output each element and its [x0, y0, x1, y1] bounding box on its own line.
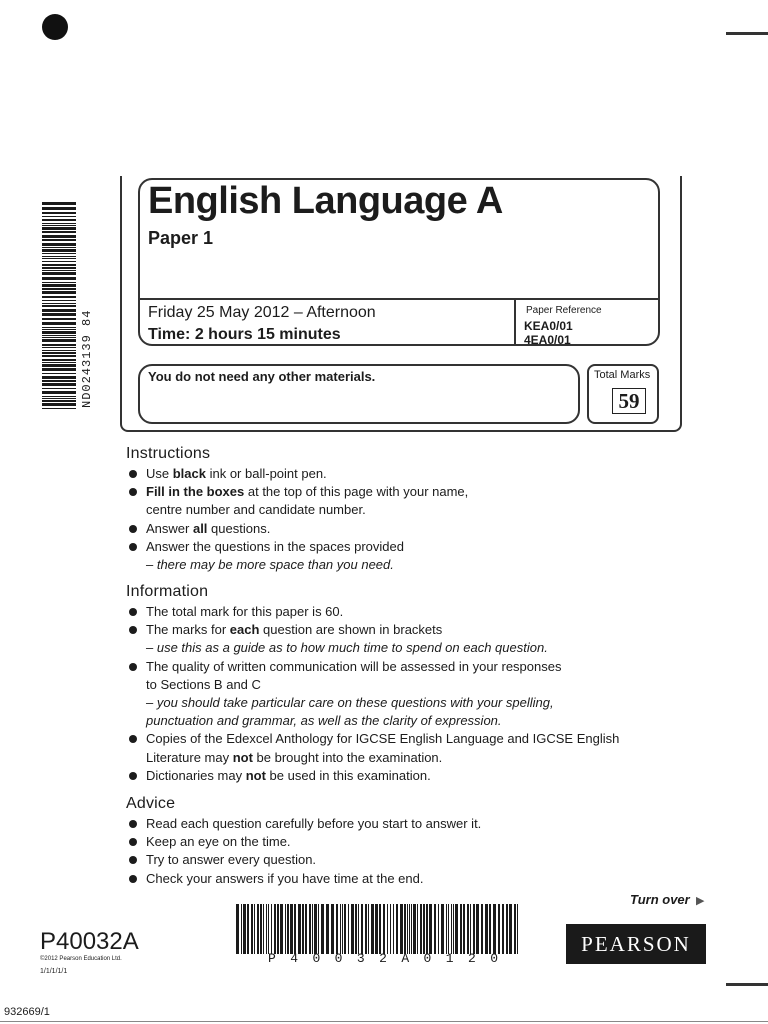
barcode-bar	[489, 904, 491, 954]
text-run: The marks for	[146, 622, 230, 638]
text-run: ink or ball-point pen.	[205, 466, 327, 481]
barcode-bar	[42, 296, 76, 298]
barcode-bar	[446, 904, 447, 954]
barcode-bar	[438, 904, 439, 954]
barcode-bar	[467, 904, 469, 954]
barcode-bar	[42, 347, 76, 348]
text-run: – use this as a guide as to how much time to spend on each question.	[146, 640, 548, 656]
barcode-bar	[318, 904, 319, 954]
text-run: The total mark for this paper is 60.	[146, 604, 344, 619]
text-run: at the top of this page with your name,	[244, 484, 469, 500]
list-item-line	[146, 465, 686, 483]
barcode-bar	[42, 364, 76, 367]
list-item-line	[146, 767, 686, 785]
text-run: Copies of the Edexcel Anthology for IGCSE English Language and IGCSE English	[146, 731, 620, 747]
barcode-bar	[314, 904, 317, 954]
text-run: Read each question carefully before you start to answer it.	[146, 816, 482, 831]
barcode-bar	[42, 305, 76, 307]
list-item-line	[146, 603, 686, 621]
text-run: be brought into the examination.	[252, 749, 443, 765]
barcode-bar	[342, 904, 343, 954]
barcode-bar	[470, 904, 471, 954]
advice-section	[126, 795, 686, 888]
barcode-bar	[42, 337, 76, 338]
barcode-bar	[271, 904, 272, 954]
barcode-bar	[400, 904, 403, 954]
barcode-bar	[476, 904, 479, 954]
barcode-bar	[420, 904, 422, 954]
barcode-bar	[383, 904, 385, 954]
bullet-icon	[129, 488, 137, 496]
barcode-bar	[340, 904, 341, 954]
barcode-bar	[441, 904, 444, 954]
text-run: Answer the questions in the spaces provided	[146, 538, 404, 554]
barcode-bar	[42, 322, 76, 325]
barcode-bar	[305, 904, 307, 954]
barcode-bar	[42, 202, 76, 205]
list-item-line	[146, 658, 686, 676]
total-marks-value: 59	[612, 388, 646, 414]
barcode-digit: P	[268, 951, 276, 966]
barcode-bar	[434, 904, 436, 954]
barcode-bar	[42, 216, 76, 217]
barcode-bar	[42, 403, 76, 406]
copyright-notice: ©2012 Pearson Education Ltd.	[40, 956, 122, 962]
barcode-bar	[263, 904, 264, 954]
barcode-bar	[498, 904, 500, 954]
barcode-digit: 1	[445, 951, 454, 966]
barcode-bar	[460, 904, 462, 954]
barcode-bar	[481, 904, 483, 954]
barcode-bar	[298, 904, 301, 954]
list-item-line	[146, 694, 686, 712]
play-arrow-icon: ▶	[696, 895, 705, 907]
barcode-bar	[42, 284, 76, 287]
barcode-bar	[42, 339, 76, 342]
barcode-bar	[241, 904, 242, 954]
barcode-bar	[287, 904, 289, 954]
text-run: to Sections B and C	[146, 676, 261, 692]
list-item-line	[146, 483, 686, 501]
barcode-bar	[290, 904, 293, 954]
bullet-icon	[129, 820, 137, 828]
paper-reference-code: 4EA0/01	[524, 333, 571, 347]
barcode-bar	[509, 904, 512, 954]
barcode-bar	[312, 904, 313, 954]
barcode-bar	[429, 904, 432, 954]
barcode-bar	[411, 904, 412, 954]
bullet-icon	[129, 772, 137, 780]
publisher-name: PEARSON	[581, 932, 691, 956]
barcode-bar	[42, 352, 76, 354]
text-run: Fill in the boxes	[146, 484, 245, 500]
barcode-bar	[251, 904, 253, 954]
text-run: Dictionaries may	[146, 767, 246, 783]
text-run: Literature may	[146, 749, 233, 765]
barcode-bar	[42, 270, 76, 271]
barcode-bar	[243, 904, 246, 954]
bullet-icon	[129, 856, 137, 864]
barcode-bar	[42, 327, 76, 328]
title-divider	[138, 298, 660, 300]
barcode-bar	[42, 277, 76, 280]
bottom-barcode	[236, 904, 518, 954]
bullet-icon	[129, 608, 137, 616]
list-item	[126, 730, 686, 766]
bullet-icon	[129, 543, 137, 551]
list-item-line	[146, 712, 686, 730]
barcode-bar	[409, 904, 410, 954]
text-run: Use	[146, 466, 173, 481]
instructions-section	[126, 445, 686, 574]
text-run: each	[229, 622, 260, 638]
list-item-line	[146, 621, 686, 639]
barcode-bar	[42, 231, 76, 233]
barcode-bar	[309, 904, 311, 954]
barcode-bar	[417, 904, 418, 954]
barcode-bar	[42, 243, 76, 246]
list-item-line	[146, 851, 686, 869]
barcode-digit: 2	[467, 951, 476, 966]
list-item-line	[146, 520, 686, 538]
list-item	[126, 833, 686, 851]
list-item	[126, 815, 686, 833]
left-barcode-text: ND0243139 84	[80, 309, 94, 408]
barcode-bar	[42, 272, 76, 275]
text-run: The quality of written communication will be assessed in your responses	[146, 658, 562, 674]
barcode-bar	[387, 904, 388, 954]
barcode-bar	[42, 261, 76, 262]
barcode-bar	[361, 904, 363, 954]
text-run: not	[232, 749, 253, 765]
barcode-bar	[42, 212, 76, 214]
left-barcode	[42, 202, 76, 410]
information-heading: Information	[126, 583, 209, 600]
exam-time: Time: 2 hours 15 minutes	[148, 326, 341, 343]
barcode-digit: 0	[490, 951, 498, 966]
bullet-icon	[129, 525, 137, 533]
scan-id: 932669/1	[4, 1006, 50, 1018]
barcode-bar	[42, 335, 76, 336]
bullet-icon	[129, 470, 137, 478]
barcode-bar	[365, 904, 367, 954]
barcode-bar	[506, 904, 508, 954]
barcode-bar	[42, 225, 76, 226]
barcode-bar	[355, 904, 357, 954]
barcode-bar	[42, 388, 76, 389]
list-item	[126, 465, 686, 483]
barcode-bar	[42, 207, 76, 210]
bottom-line	[0, 1021, 768, 1022]
barcode-bar	[260, 904, 262, 954]
barcode-bar	[407, 904, 408, 954]
barcode-bar	[42, 398, 76, 399]
text-run: Keep an eye on the time.	[146, 834, 291, 850]
list-item	[126, 658, 686, 731]
barcode-bar	[42, 235, 76, 238]
text-run: all	[192, 520, 208, 536]
barcode-bar	[448, 904, 449, 954]
list-item	[126, 603, 686, 621]
barcode-bar	[42, 355, 76, 357]
barcode-bar	[42, 362, 76, 363]
barcode-bar	[294, 904, 296, 954]
barcode-bar	[502, 904, 504, 954]
bullet-icon	[129, 663, 137, 671]
information-section	[126, 583, 686, 785]
list-item	[126, 767, 686, 785]
list-item	[126, 520, 686, 538]
barcode-bar	[42, 282, 76, 283]
barcode-bar	[42, 368, 76, 371]
information-list	[126, 603, 686, 785]
barcode-bar	[358, 904, 359, 954]
text-run: black	[172, 466, 206, 481]
list-item-line	[146, 538, 686, 556]
barcode-digit: 0	[312, 951, 321, 966]
barcode-bar	[277, 904, 279, 954]
list-item-line	[146, 749, 686, 767]
instructions-list	[126, 465, 686, 574]
registration-dot	[42, 14, 68, 40]
instructions-heading: Instructions	[126, 445, 211, 462]
barcode-bar	[257, 904, 259, 954]
barcode-bar	[455, 904, 458, 954]
barcode-bar	[42, 396, 76, 397]
barcode-bar	[247, 904, 249, 954]
materials-text: You do not need any other materials.	[148, 369, 376, 384]
reference-divider	[514, 298, 516, 346]
barcode-bar	[42, 291, 76, 294]
barcode-bar	[42, 391, 76, 394]
edge-mark-top	[726, 32, 768, 35]
list-item	[126, 483, 686, 519]
barcode-bar	[280, 904, 283, 954]
advice-heading: Advice	[126, 795, 176, 812]
barcode-bar	[42, 359, 76, 361]
barcode-bar	[42, 288, 76, 290]
barcode-bar	[42, 249, 76, 252]
barcode-bar	[426, 904, 428, 954]
list-item	[126, 851, 686, 869]
barcode-bar	[236, 904, 239, 954]
barcode-bar	[42, 256, 76, 257]
text-run: centre number and candidate number.	[146, 502, 366, 518]
barcode-bar	[42, 373, 76, 374]
barcode-bar	[254, 904, 255, 954]
barcode-bar	[404, 904, 406, 954]
barcode-bar	[453, 904, 454, 954]
text-run: Check your answers if you have time at the end.	[146, 870, 424, 886]
barcode-bar	[42, 264, 76, 266]
barcode-digit: 0	[334, 951, 343, 966]
subject-title: English Language A	[148, 180, 503, 222]
text-run: – there may be more space than you need.	[146, 557, 394, 573]
barcode-bar	[331, 904, 334, 954]
barcode-bar	[413, 904, 416, 954]
text-run: questions.	[207, 520, 271, 536]
barcode-bar	[42, 239, 76, 241]
barcode-digit: A	[401, 951, 410, 966]
text-run: be used in this examination.	[265, 767, 431, 783]
barcode-digit: 2	[379, 951, 387, 966]
list-item-line	[146, 815, 686, 833]
barcode-digits	[268, 951, 498, 966]
barcode-bar	[390, 904, 391, 954]
barcode-bar	[493, 904, 496, 954]
bullet-icon	[129, 875, 137, 883]
barcode-bar	[42, 300, 76, 301]
bullet-icon	[129, 838, 137, 846]
barcode-digit: 0	[423, 951, 432, 966]
barcode-bar	[42, 253, 76, 254]
barcode-bar	[42, 408, 76, 409]
list-item-line	[146, 730, 686, 748]
barcode-bar	[42, 258, 76, 259]
barcode-bar	[42, 383, 76, 386]
bullet-icon	[129, 626, 137, 634]
list-item-line	[146, 870, 686, 888]
paper-code: P40032A	[40, 928, 139, 955]
barcode-bar	[326, 904, 329, 954]
text-run: – you should take particular care on these questions with your spelling,	[146, 695, 554, 711]
barcode-bar	[42, 219, 76, 221]
barcode-bar	[274, 904, 276, 954]
text-run: punctuation and grammar, as well as the clarity of expression.	[146, 713, 502, 729]
barcode-bar	[285, 904, 286, 954]
barcode-bar	[268, 904, 269, 954]
barcode-bar	[42, 350, 76, 351]
bullet-icon	[129, 735, 137, 743]
barcode-bar	[375, 904, 378, 954]
barcode-digit: 4	[290, 951, 299, 966]
list-item	[126, 870, 686, 888]
advice-list	[126, 815, 686, 888]
text-run: Try to answer every question.	[146, 852, 317, 868]
list-item-line	[146, 676, 686, 694]
list-item-line	[146, 833, 686, 851]
barcode-bar	[302, 904, 304, 954]
barcode-bar	[42, 247, 76, 248]
barcode-bar	[396, 904, 398, 954]
paper-number: Paper 1	[148, 228, 214, 248]
barcode-bar	[42, 313, 76, 316]
barcode-bar	[42, 223, 76, 224]
barcode-bar	[42, 329, 76, 330]
barcode-bar	[423, 904, 425, 954]
list-item	[126, 538, 686, 574]
barcode-bar	[371, 904, 374, 954]
barcode-bar	[517, 904, 518, 954]
barcode-bar	[348, 904, 349, 954]
barcode-bar	[42, 309, 76, 312]
exam-date: Friday 25 May 2012 – Afternoon	[148, 304, 376, 321]
barcode-bar	[336, 904, 338, 954]
barcode-bar	[344, 904, 346, 954]
edge-mark-bottom	[726, 983, 768, 986]
list-item-line	[146, 501, 686, 519]
total-marks-label: Total Marks	[594, 369, 651, 381]
barcode-bar	[42, 303, 76, 304]
barcode-bar	[42, 318, 76, 320]
barcode-bar	[266, 904, 267, 954]
barcode-bar	[451, 904, 452, 954]
barcode-bar	[321, 904, 324, 954]
text-run: question are shown in brackets	[259, 622, 443, 638]
barcode-bar	[514, 904, 516, 954]
paper-reference-label: Paper Reference	[526, 305, 602, 316]
list-item	[126, 621, 686, 657]
turn-over-text: Turn over	[630, 892, 690, 907]
barcode-bar	[42, 376, 76, 379]
barcode-bar	[42, 227, 76, 230]
barcode-bar	[368, 904, 369, 954]
barcode-bar	[42, 400, 76, 402]
version-code: 1/1/1/1/1	[40, 968, 68, 975]
barcode-bar	[463, 904, 465, 954]
text-run: Answer	[146, 520, 193, 536]
barcode-bar	[485, 904, 488, 954]
barcode-bar	[379, 904, 381, 954]
barcode-bar	[42, 344, 76, 346]
barcode-bar	[393, 904, 394, 954]
barcode-bar	[42, 267, 76, 269]
list-item-line	[146, 639, 686, 657]
barcode-bar	[351, 904, 354, 954]
text-run: not	[245, 767, 266, 783]
list-item-line	[146, 556, 686, 574]
barcode-digit: 3	[356, 951, 365, 966]
barcode-bar	[42, 331, 76, 334]
barcode-bar	[42, 380, 76, 382]
paper-reference-code: KEA0/01	[524, 319, 573, 333]
barcode-bar	[473, 904, 475, 954]
